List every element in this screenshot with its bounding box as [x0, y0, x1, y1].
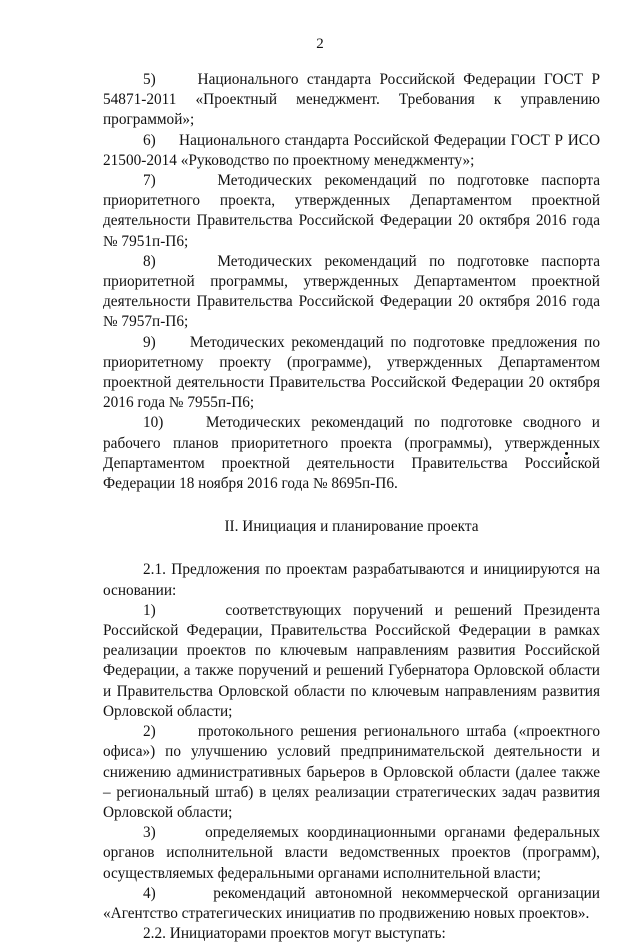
- list-item: 2) протокольного решения регионального штаба («проектного офиса») по улучшению условий предпринимательской деятельности и снижению административных барьеров в Орловской области (далее также – региональный штаб) в целях реализации стратегических задач развития Орловской области;: [103, 723, 600, 821]
- list-item: 4) рекомендаций автономной некоммерческой организации «Агентство стратегических инициатив по продвижению новых проектов».: [103, 884, 600, 922]
- document-body: [103, 70, 600, 944]
- list-item: 3) определяемых координационными органами федеральных органов исполнительной власти ведомственных проектов (программ), осуществляемых федеральными органами исполнительной власти;: [103, 824, 600, 882]
- stray-mark: [565, 452, 568, 455]
- list-item: 5) Национального стандарта Российской Федерации ГОСТ Р 54871-2011 «Проектный менеджмент. Требования к управлению программой»;: [103, 71, 600, 129]
- section-heading: II. Инициация и планирование проекта: [224, 518, 479, 536]
- list-item: 1) соответствующих поручений и решений Президента Российской Федерации, Правительства Российской Федерации в рамках реализации проектов по ключевым направлениям развития Российской Федерации, а также поручений и решений Губернатора Орловской области и Правительства Орловской области по ключевым направлениям развития Орловской области;: [103, 601, 600, 720]
- list-item: 8) Методических рекомендаций по подготовке паспорта приоритетной программы, утвержденных Департаментом проектной деятельности Правительства Российской Федерации 20 октября 2016 года № 7957п-П6;: [103, 252, 600, 331]
- paragraph: 2.2. Инициаторами проектов могут выступать:: [143, 925, 446, 943]
- list-item: 6) Национального стандарта Российской Федерации ГОСТ Р ИСО 21500-2014 «Руководство по проектному менеджменту»;: [103, 131, 600, 169]
- list-item: 10) Методических рекомендаций по подготовке сводного и рабочего планов приоритетного проекта (программы), утвержденных Департаментом проектной деятельности Правительства Российской Федерации 18 ноября 2016 года № 8695п-П6.: [103, 414, 600, 493]
- page-number: 2: [316, 36, 324, 52]
- paragraph: 2.1. Предложения по проектам разрабатываются и инициируются на основании:: [103, 561, 600, 599]
- list-item: 9) Методических рекомендаций по подготовке предложения по приоритетному проекту (программе), утвержденных Департаментом проектной деятельности Правительства Российской Федерации 20 октября 2016 года № 7955п-П6;: [103, 333, 600, 412]
- list-item: 7) Методических рекомендаций по подготовке паспорта приоритетного проекта, утвержденных Департаментом проектной деятельности Правительства Российской Федерации 20 октября 2016 года № 7951п-П6;: [103, 172, 600, 250]
